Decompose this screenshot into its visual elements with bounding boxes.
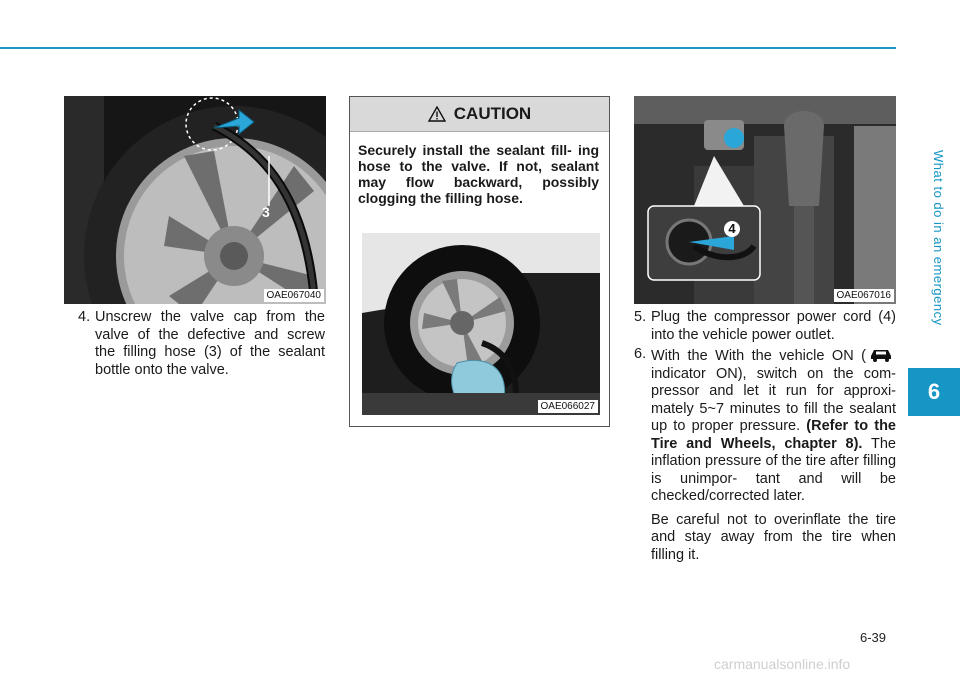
- figure-code-right: OAE067016: [834, 289, 895, 302]
- figure-code-center: OAE066027: [538, 400, 599, 413]
- sealant-bottle-illustration: [362, 233, 600, 415]
- step-text: Plug the compressor power cord (4) into the vehicle power outlet.: [651, 309, 896, 343]
- section-title: What to do in an emergency: [931, 150, 946, 326]
- step-5: [634, 309, 896, 344]
- step-4: [78, 309, 325, 379]
- header-rule: [0, 47, 896, 49]
- tire-wheel-illustration: [64, 96, 326, 304]
- figure-code-left: OAE067040: [264, 289, 325, 302]
- step-6: [634, 346, 896, 564]
- step-number: 5.: [634, 309, 647, 325]
- step6-text-b: indicator ON), switch on the com- pressor and let it run for approxi- mately 5~7 minutes to fill the sealant up to proper pressure.: [651, 365, 896, 434]
- step-number: 6.: [634, 346, 647, 362]
- step6-reference[interactable]: (Refer to the Tire and Wheels, chapter 8).: [651, 418, 896, 452]
- caution-header: [350, 97, 609, 132]
- caution-box: [349, 96, 610, 427]
- step-text: Unscrew the valve cap from the valve of the defective and screw the filling hose (3) of the sealant bottle onto the valve.: [95, 309, 325, 378]
- power-outlet-illustration: [634, 96, 896, 304]
- step6-text-c: The inflation pressure of the tire after filling is unimpor- tant and will be checked/corrected later.: [651, 435, 897, 504]
- step6-note: Be careful not to overinflate the tire and stay away from the tire when filling it.: [651, 511, 896, 563]
- step-number: 4.: [78, 309, 91, 325]
- caution-title: CAUTION: [453, 104, 532, 123]
- chapter-tab[interactable]: 6: [908, 368, 960, 416]
- page-number: 6-39: [860, 630, 887, 645]
- step-text: [651, 346, 896, 564]
- watermark: carmanualsonline.info: [714, 656, 851, 672]
- step6-text-a: With the With the vehicle ON (: [651, 348, 866, 364]
- tire-valve-figure: [64, 96, 326, 304]
- power-outlet-figure: [634, 96, 896, 304]
- vehicle-indicator-icon: [868, 346, 894, 362]
- warning-triangle-icon: [428, 106, 446, 122]
- callout-number-4: 4: [724, 221, 740, 237]
- callout-number-3: 3: [262, 204, 270, 220]
- sealant-figure: [362, 233, 600, 415]
- caution-text: Securely install the sealant fill- ing hose to the valve. If not, sealant may flow backward, possibly clogging the filling hose.: [358, 142, 599, 206]
